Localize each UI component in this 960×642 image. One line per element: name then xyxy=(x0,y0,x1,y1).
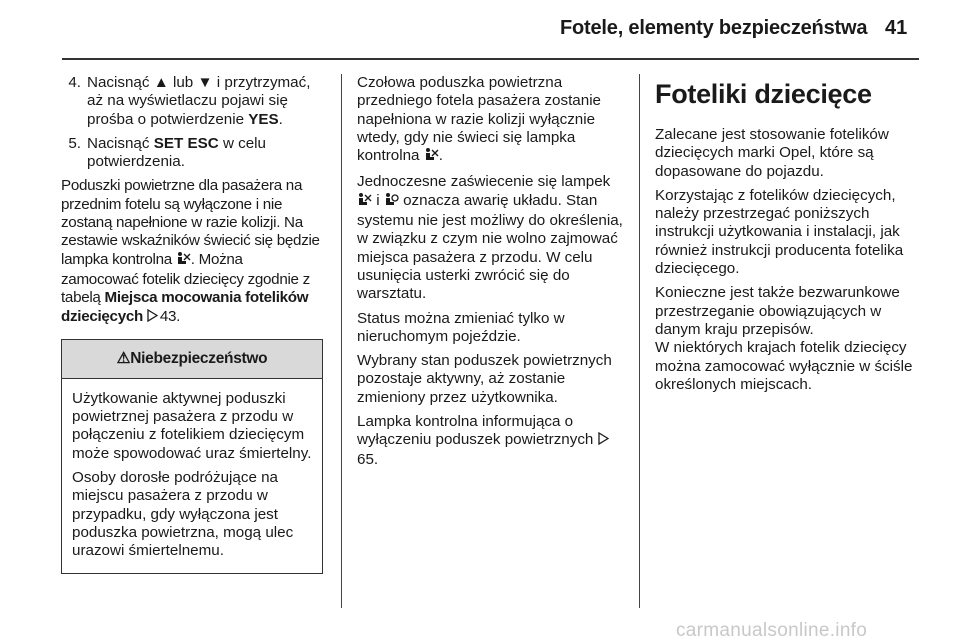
warning-header xyxy=(62,340,322,379)
paragraph-text: . Można zamocować fotelik dziecięcy zgodnie z tabelą xyxy=(61,250,310,307)
up-arrow-icon: ▲ xyxy=(153,74,169,91)
step-number: 4. xyxy=(68,74,81,91)
paragraph-text: Poduszki powietrzne dla pasażera na przednim fotelu są wyłączone i nie zostaną napełnione w razie kolizji. Na zestawie wskaźników świecić się będzie lampka kontrolna xyxy=(61,177,320,268)
child-seat-positions-link[interactable]: Miejsca mocowania fotelików dziecięcych xyxy=(61,289,309,325)
column-left xyxy=(61,74,323,574)
page-reference-icon xyxy=(598,432,609,450)
set-esc-label: SET ESC xyxy=(153,134,219,152)
warning-triangle-icon: ⚠ xyxy=(116,349,131,367)
paragraph xyxy=(357,173,625,303)
paragraph xyxy=(357,413,625,469)
airbag-off-paragraph xyxy=(61,177,323,326)
danger-warning-box xyxy=(61,339,323,574)
watermark: carmanualsonline.info xyxy=(676,620,868,641)
step-text-part: Nacisnąć xyxy=(87,74,150,91)
column-divider-left xyxy=(341,74,342,608)
page-reference-icon xyxy=(147,309,158,327)
column-divider-right xyxy=(639,74,640,608)
paragraph-text: oznacza awarię układu. Stan systemu nie jest możliwy do określenia, w związku z czym nie wolno zajmować miejsca pasażera z przodu. W celu usunięcia usterki zwrócić się do warsztatu. xyxy=(357,191,623,303)
down-arrow-icon: ▼ xyxy=(197,74,213,91)
step-text-part: Nacisnąć xyxy=(87,134,150,152)
warning-paragraph: Osoby dorosłe podróżujące na miejscu pasażera z przodu w przypadku, gdy wyłączona jest poduszka powietrzna, mogą ulec urazowi śmiertelnemu. xyxy=(72,469,294,560)
airbag-on-icon xyxy=(384,192,399,212)
paragraph xyxy=(357,74,625,167)
paragraph-text: . xyxy=(438,147,443,165)
list-item xyxy=(61,74,323,129)
yes-label: YES xyxy=(248,110,279,128)
page-title: Fotele, elementy bezpieczeństwa xyxy=(560,17,868,39)
paragraph-text: i xyxy=(376,191,380,209)
step-text-part: lub xyxy=(172,74,194,91)
list-item xyxy=(61,135,323,172)
warning-title: Niebezpieczeństwo xyxy=(130,349,268,367)
airbag-off-icon xyxy=(176,251,191,271)
paragraph: Konieczne jest także bezwarunkowe przestrzeganie obowiązujących w danym kraju przepisów. xyxy=(655,284,900,338)
paragraph-text: Lampka kontrolna informująca o wyłączeniu poduszek powietrznych xyxy=(357,413,594,449)
paragraph-text: Jednoczesne zaświecenie się lampek xyxy=(357,173,611,191)
column-middle xyxy=(357,74,625,475)
step-text-part: w celu potwierdzenia. xyxy=(87,134,266,171)
paragraph: W niektórych krajach fotelik dziecięcy można zamocować wyłącznie w ściśle określonych miejscach. xyxy=(655,339,913,393)
step-text-part: . xyxy=(278,110,283,128)
step-text xyxy=(87,74,323,129)
header-rule xyxy=(62,58,919,60)
steps-list xyxy=(61,74,323,171)
page-reference[interactable]: 65. xyxy=(357,450,379,468)
step-text-part: i przytrzymać, aż na wyświetlaczu pojawi się prośba o potwierdzenie xyxy=(87,74,311,128)
paragraph: Korzystając z fotelików dziecięcych, należy przestrzegać poniższych instrukcji użytkowania i instalacji, jak również instrukcji producenta fotelika dziecięcego. xyxy=(655,186,904,278)
airbag-off-icon xyxy=(424,147,439,167)
paragraph: Wybrany stan poduszek powietrznych pozostaje aktywny, aż zostanie zmieniony przez użytkownika. xyxy=(357,352,612,406)
paragraph-text: Czołowa poduszka powietrzna przedniego fotela pasażera zostanie napełniona w razie kolizji wyłącznie wtedy, gdy nie świeci się lampka kontrolna xyxy=(357,74,602,165)
paragraph: Zalecane jest stosowanie fotelików dziecięcych marki Opel, które są dopasowane do pojazdu. xyxy=(655,126,889,180)
paragraph: Status można zmieniać tylko w nieruchomym pojeździe. xyxy=(357,309,565,345)
section-title: Foteliki dziecięce xyxy=(655,79,872,109)
warning-paragraph: Użytkowanie aktywnej poduszki powietrznej pasażera z przodu w połączeniu z fotelikiem dziecięcym może spowodować uraz śmiertelny. xyxy=(72,389,312,462)
page-number: 41 xyxy=(885,17,908,39)
warning-body xyxy=(62,379,322,573)
airbag-off-icon xyxy=(357,192,372,212)
step-number: 5. xyxy=(68,134,81,152)
page-reference[interactable]: 43. xyxy=(159,307,181,325)
column-right xyxy=(655,74,921,400)
step-text xyxy=(87,135,323,172)
